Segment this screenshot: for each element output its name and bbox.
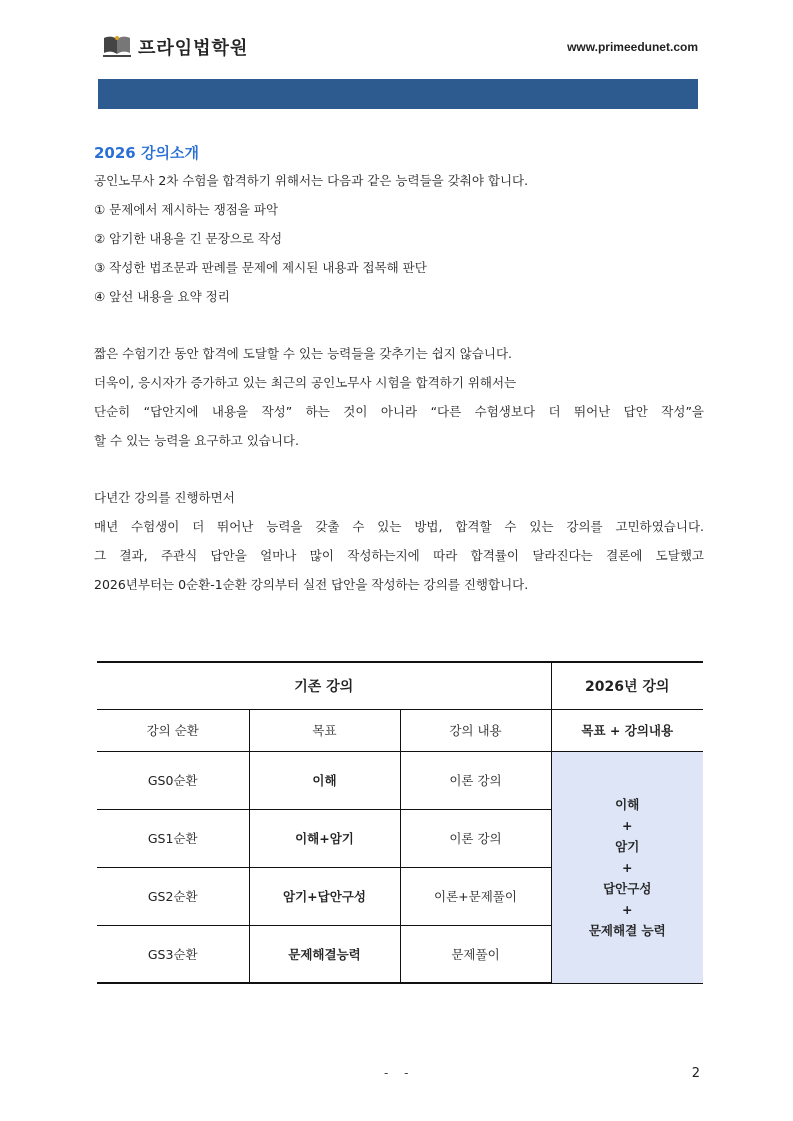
new-course-line: +	[622, 859, 633, 875]
page-header	[98, 30, 698, 62]
col-header-new: 목표 + 강의내용	[551, 709, 703, 751]
new-course-header: 2026년 강의	[551, 662, 703, 709]
new-course-line: 암기	[615, 838, 640, 854]
main-content	[94, 140, 704, 599]
new-course-line: 문제해결 능력	[588, 922, 666, 938]
new-course-line: 답안구성	[603, 880, 652, 896]
ability-item-1: ① 문제에서 제시하는 쟁점을 파악	[94, 202, 279, 217]
cycle-cell: GS1순환	[97, 809, 249, 867]
paragraph-line: 할 수 있는 능력을 요구하고 있습니다.	[94, 433, 299, 448]
new-course-cell	[551, 751, 703, 983]
new-course-line: +	[622, 901, 633, 917]
content-cell: 이론+문제풀이	[400, 867, 551, 925]
footer-dashes: - -	[384, 1066, 415, 1080]
col-header-content: 강의 내용	[400, 709, 551, 751]
col-header-cycle: 강의 순환	[97, 709, 249, 751]
paragraph-line: 단순히 “답안지에 내용을 작성” 하는 것이 아니라 “다른 수험생보다 더 뛰어난 답안 작성”을	[94, 404, 704, 419]
ability-item-4: ④ 앞선 내용을 요약 정리	[94, 289, 230, 304]
academy-name: 프라임법학원	[138, 38, 249, 59]
header-banner	[98, 79, 698, 109]
paragraph-line: 매년 수험생이 더 뛰어난 능력을 갖출 수 있는 방법, 합격할 수 있는 강의를 고민하였습니다.	[94, 519, 704, 534]
ability-item-3: ③ 작성한 법조문과 판례를 문제에 제시된 내용과 접목해 판단	[94, 260, 427, 275]
book-logo-icon	[102, 35, 132, 59]
paragraph-line: 2026년부터는 0순환-1순환 강의부터 실전 답안을 작성하는 강의를 진행합니다.	[94, 577, 529, 592]
col-header-goal: 목표	[249, 709, 400, 751]
page-number: 2	[691, 1066, 700, 1081]
paragraph-line: 다년간 강의를 진행하면서	[94, 490, 235, 505]
goal-cell: 문제해결능력	[249, 925, 400, 983]
ability-item-2: ② 암기한 내용을 긴 문장으로 작성	[94, 231, 283, 246]
existing-course-header: 기존 강의	[97, 662, 551, 709]
paragraph-line: 짧은 수험기간 동안 합격에 도달할 수 있는 능력들을 갖추기는 쉽지 않습니다.	[94, 346, 513, 361]
new-course-line: +	[622, 817, 633, 833]
content-cell: 문제풀이	[400, 925, 551, 983]
new-course-line: 이해	[615, 796, 640, 812]
paragraph-line: 더욱이, 응시자가 증가하고 있는 최근의 공인노무사 시험을 합격하기 위해서는	[94, 375, 517, 390]
section-title: 2026 강의소개	[94, 144, 199, 162]
paragraph-line: 그 결과, 주관식 답안을 얼마나 많이 작성하는지에 따라 합격률이 달라진다는 결론에 도달했고	[94, 548, 704, 563]
cycle-cell: GS0순환	[97, 751, 249, 809]
intro-line: 공인노무사 2차 수험을 합격하기 위해서는 다음과 같은 능력들을 갖춰야 합니다.	[94, 173, 529, 188]
content-cell: 이론 강의	[400, 751, 551, 809]
course-comparison-table	[97, 661, 703, 984]
cycle-cell: GS3순환	[97, 925, 249, 983]
content-cell: 이론 강의	[400, 809, 551, 867]
cycle-cell: GS2순환	[97, 867, 249, 925]
goal-cell: 암기+답안구성	[249, 867, 400, 925]
goal-cell: 이해	[249, 751, 400, 809]
academy-logo[interactable]	[102, 34, 248, 60]
site-url[interactable]: www.primeedunet.com	[567, 40, 698, 54]
goal-cell: 이해+암기	[249, 809, 400, 867]
